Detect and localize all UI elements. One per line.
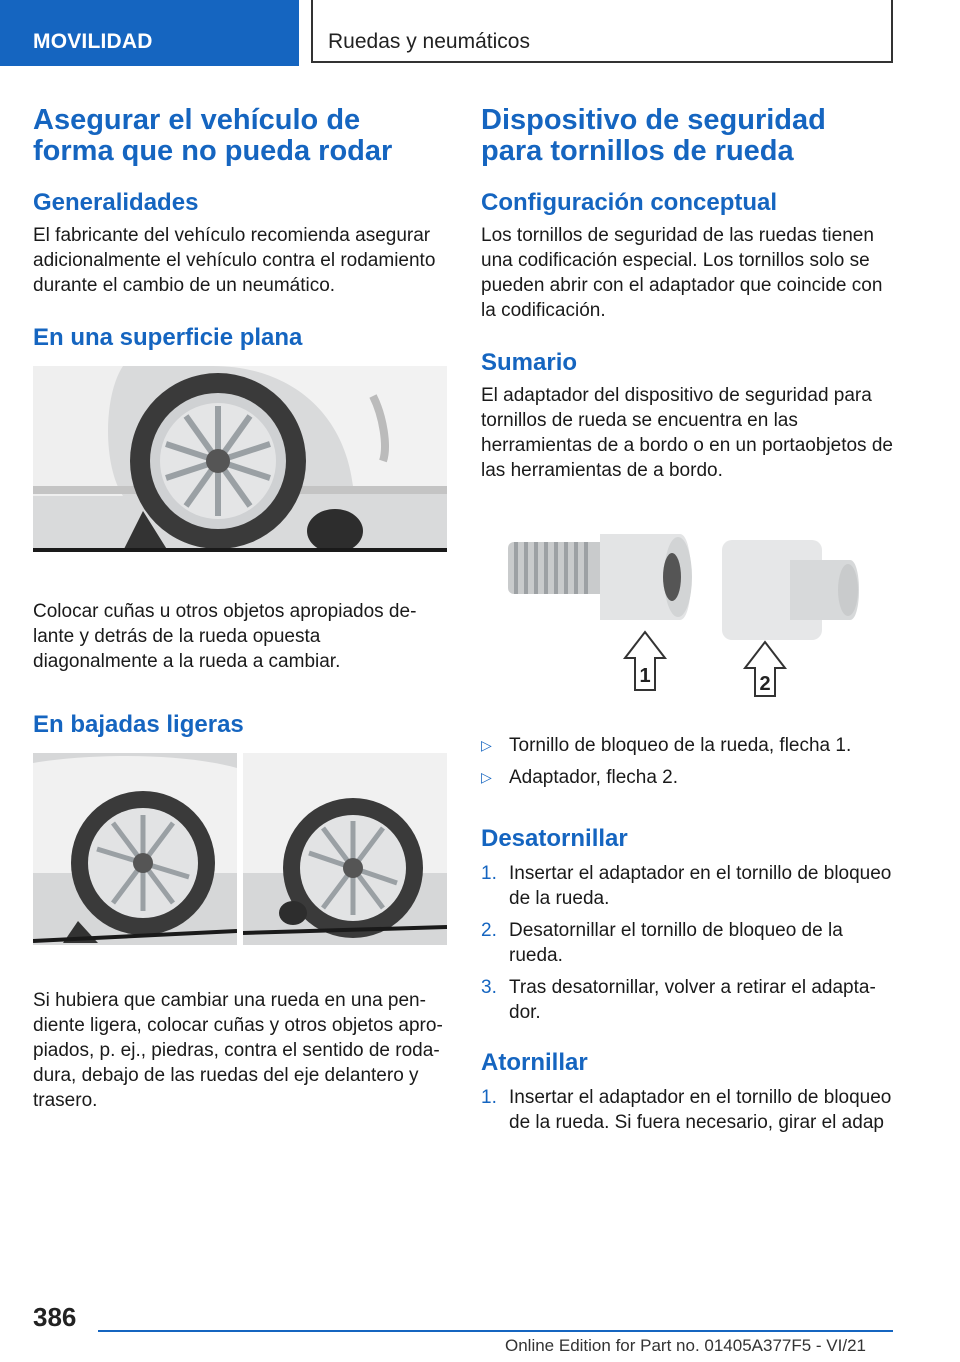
step-text: Insertar el adaptador en el tornillo de bloqueo de la rueda. Si fuera necesario, girar el adap [509,1087,892,1133]
chapter-label: Ruedas y neumáticos [328,30,530,53]
right-title: Dispositivo de seguridad para tornillos de rueda [481,104,826,167]
general-text: El fabricante del vehículo recomienda asegurar adicionalmente el vehículo contra el rodamiento durante el cambio de un neumático. [33,225,436,296]
car-wheel-wedge-illustration [33,366,447,552]
slope-image-front [33,753,237,945]
step-number: 3. [481,977,497,998]
summary-text: El adaptador del dispositivo de seguridad para tornillos de rueda se encuentra en las herramientas de a bordo o en un portaobjetos de las herramientas de a bordo. [481,385,893,481]
step-text: Tras desatornillar, volver a retirar el adaptador. [509,977,876,1023]
step-text: Insertar el adaptador en el tornillo de bloqueo de la rueda. [509,863,892,909]
step-number: 1. [481,863,497,884]
slope-image-rear [243,753,447,945]
lock-bolt-figure [490,520,890,700]
arrow-label-1: 1 [639,665,651,687]
page-header [0,0,960,66]
bullet-text: Adaptador, flecha 2. [509,767,679,788]
left-title: Asegurar el vehículo de forma que no pueda rodar [33,104,393,167]
step-text: Desatornillar el tornillo de bloqueo de la rueda. [509,920,843,966]
car-slope-rear-illustration [243,753,447,945]
screw-heading: Atornillar [481,1049,588,1076]
triangle-bullet-icon: ▷ [481,769,492,785]
page-number: 386 [33,1302,77,1332]
car-slope-front-illustration [33,753,237,945]
flat-surface-image [33,366,447,552]
slope-heading: En bajadas ligeras [33,711,244,738]
concept-text: Los tornillos de seguridad de las ruedas tienen una codificación especial. Los tornillos solo se pueden abrir con el adaptador que coincide con la codificación. [481,225,883,321]
bolt-adapter-illustration [490,520,890,700]
summary-heading: Sumario [481,349,578,376]
lock-bolt-icon [508,534,692,620]
concept-heading: Configuración conceptual [481,189,778,216]
bullet-text: Tornillo de bloqueo de la rueda, flecha 1. [509,735,852,756]
step-number: 2. [481,920,497,941]
adapter-icon [722,540,859,640]
general-heading: Generalidades [33,189,199,216]
arrow-label-2: 2 [759,673,771,695]
unscrew-heading: Desatornillar [481,825,628,852]
edition-text: Online Edition for Part no. 01405A377F5 - VI/21 [505,1336,867,1355]
section-label: MOVILIDAD [33,30,153,53]
slope-text: Si hubiera que cambiar una rueda en una pendiente ligera, colocar cuñas y otros objetos apropiados, p. ej., piedras, contra el sentido de rodadura, debajo de las ruedas del eje delantero y trasero. [33,990,443,1111]
flat-heading: En una superficie plana [33,324,303,351]
triangle-bullet-icon: ▷ [481,737,492,753]
chapter-box [311,0,893,63]
section-tab [0,0,299,66]
footer-divider [98,1330,893,1332]
step-number: 1. [481,1087,497,1108]
flat-text: Colocar cuñas u otros objetos apropiados delante y detrás de la rueda opuesta diagonalmente a la rueda a cambiar. [33,601,417,672]
